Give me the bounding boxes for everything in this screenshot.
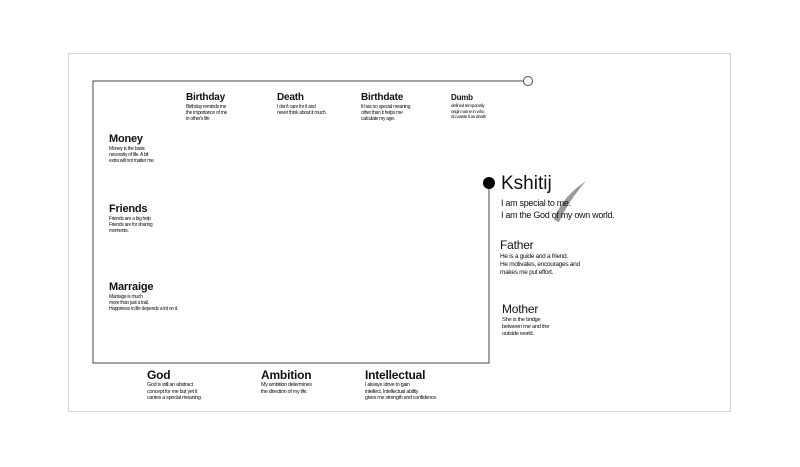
desc-line: God is still an abstract [147,382,193,388]
desc-line: My ambition determines [261,382,312,388]
center-title: Kshitij [501,173,552,194]
desc-line: Friends are a big help [109,216,151,222]
desc-line: Marriage is much [109,294,143,300]
desc-line: never think about it much. [277,110,327,117]
desc-line: in other's life [186,116,210,123]
node-desc [261,382,312,395]
node-desc [277,104,326,116]
desc-line: the direction of my life. [261,388,308,395]
node-mother [502,303,549,338]
node-dumb [451,94,486,120]
node-title: Birthdate [361,92,404,103]
desc-line: It has no special meaning [361,104,411,110]
node-kshitij [501,174,614,221]
desc-line: do waste it as death [451,114,486,120]
node-title: Ambition [261,368,312,382]
desc-line: carries a special meaning. [147,395,202,402]
node-desc [365,382,437,402]
desc-line: She is the bridge [502,317,541,323]
node-title: Birthday [186,92,225,103]
node-desc [109,294,178,312]
node-desc [147,382,202,402]
node-desc [361,104,410,122]
node-death [277,93,326,116]
node-desc [502,317,549,338]
node-title: Father [500,238,534,252]
desc-line: Happiness in life depends a lot on it. [109,306,178,313]
desc-line: I am the God of my own world. [501,209,615,220]
desc-line: the importance of me [186,110,227,117]
node-friends [109,204,152,234]
node-god [147,369,202,402]
node-birthdate [361,93,410,122]
connector-end-circle [524,77,533,86]
desc-line: Birthday reminds me [186,104,227,110]
node-title: Intellectual [365,368,426,382]
desc-line: He is a guide and a friend. [500,253,568,260]
node-desc [186,104,227,122]
node-title: God [147,368,171,382]
desc-line: Friends are for sharing [109,222,153,229]
desc-line: calculate my age. [361,116,395,123]
center-desc [501,198,614,221]
node-desc [109,216,152,234]
node-title: Mother [502,302,539,316]
desc-line: necessity of life. A bit [109,152,149,159]
node-title: Marraige [109,281,154,293]
desc-line: origin name in who [451,108,485,114]
desc-line: intellect. Intellectual ability [365,388,419,395]
desc-line: other than it helps me [361,110,403,117]
desc-line: defined temporarily [451,103,485,108]
node-title: Money [109,133,143,145]
desc-line: extra will not matter me. [109,158,155,165]
node-title: Death [277,92,304,103]
node-title: Friends [109,203,148,215]
desc-line: I am special to me. [501,198,571,208]
desc-line: moments. [109,228,129,235]
center-node-dot [483,177,495,189]
node-money [109,134,155,164]
desc-line: He motivates, encourages and [500,260,580,268]
desc-line: concept for me but yet it [147,388,198,395]
node-ambition [261,369,312,395]
node-desc [500,253,580,277]
main-box-outline [93,81,523,363]
node-birthday [186,93,227,122]
node-marraige [109,282,178,312]
desc-line: gives me strength and confidence. [365,395,438,402]
node-desc [451,103,486,120]
desc-line: Money is the basic [109,146,146,152]
desc-line: I always strive to gain [365,382,410,388]
node-intellectual [365,369,437,402]
desc-line: makes me put effort. [500,268,554,276]
node-title: Dumb [451,93,473,102]
desc-line: more than just a trail. [109,300,149,307]
node-desc [109,146,155,164]
desc-line: outside world. [502,331,534,338]
node-father [500,239,580,277]
desc-line: between me and the [502,324,550,331]
desc-line: I don't care for it and [277,104,316,110]
